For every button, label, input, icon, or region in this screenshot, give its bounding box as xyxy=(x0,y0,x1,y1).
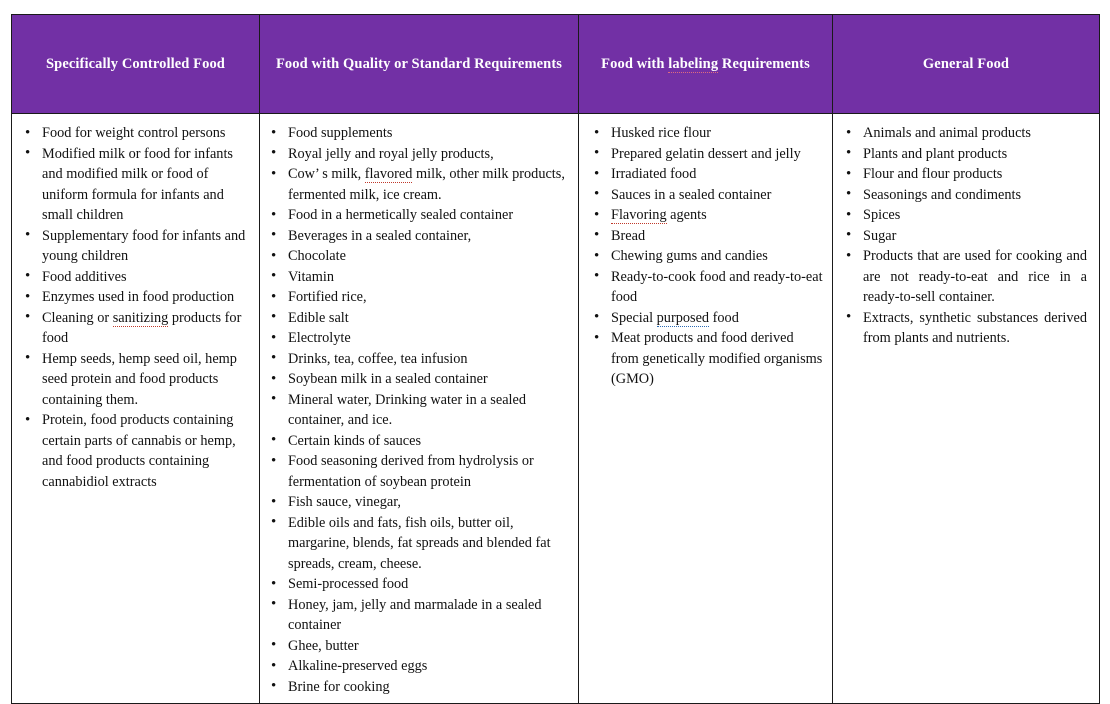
grammar-flagged-word-purposed: purposed xyxy=(656,309,710,326)
column-header-food-with-labeling-requirements xyxy=(579,15,833,114)
list-item: • Brine for cooking xyxy=(268,677,568,698)
misspelled-word-labeling: labeling xyxy=(668,55,719,72)
cell-food-with-quality-or-standard-requirements xyxy=(260,114,579,704)
list-item: • Mineral water, Drinking water in a sealed container, and ice. xyxy=(268,390,568,431)
food-categories-table xyxy=(11,14,1100,704)
list-item: • Food seasoning derived from hydrolysis or fermentation of soybean protein xyxy=(268,451,568,492)
list-item: • Semi-processed food xyxy=(268,574,568,595)
table-header-row-group xyxy=(12,15,1100,114)
header-text-prefix: Food with xyxy=(601,55,669,72)
list-item: • Certain kinds of sauces xyxy=(268,431,568,452)
list-item: • Husked rice flour xyxy=(591,123,824,144)
list-item: • Food for weight control persons xyxy=(22,123,253,144)
list-item: • Plants and plant products xyxy=(843,144,1087,165)
list-item: • Alkaline-preserved eggs xyxy=(268,656,568,677)
list-item: • Irradiated food xyxy=(591,164,824,185)
list-item: • Extracts, synthetic substances derived from plants and nutrients. xyxy=(843,308,1087,349)
list-item: • Meat products and food derived from genetically modified organisms (GMO) xyxy=(591,328,824,390)
list-item: • Cow’ s milk, flavored milk, other milk products, fermented milk, ice cream. xyxy=(268,164,568,205)
column-header-general-food: General Food xyxy=(833,15,1100,114)
header-text-suffix: Requirements xyxy=(718,55,810,72)
list-item: • Edible salt xyxy=(268,308,568,329)
list-item: • Prepared gelatin dessert and jelly xyxy=(591,144,824,165)
list-general-food xyxy=(833,114,1099,355)
cell-specifically-controlled-food xyxy=(12,114,260,704)
list-item: • Chocolate xyxy=(268,246,568,267)
list-item: • Special purposed food xyxy=(591,308,824,329)
list-item: • Food additives xyxy=(22,267,253,288)
list-item: • Royal jelly and royal jelly products, xyxy=(268,144,568,165)
table-header-row xyxy=(12,15,1100,114)
list-item: • Ghee, butter xyxy=(268,636,568,657)
list-item: • Bread xyxy=(591,226,824,247)
list-item: • Chewing gums and candies xyxy=(591,246,824,267)
list-item: • Sauces in a sealed container xyxy=(591,185,824,206)
list-item: • Cleaning or sanitizing products for food xyxy=(22,308,253,349)
list-item: • Electrolyte xyxy=(268,328,568,349)
list-item: • Ready-to-cook food and ready-to-eat food xyxy=(591,267,824,308)
list-item: • Food supplements xyxy=(268,123,568,144)
list-item: • Sugar xyxy=(843,226,1087,247)
list-item: • Flour and flour products xyxy=(843,164,1087,185)
list-item: • Supplementary food for infants and young children xyxy=(22,226,253,267)
misspelled-word-flavoring: Flavoring xyxy=(611,207,667,223)
list-item: • Seasonings and condiments xyxy=(843,185,1087,206)
column-header-food-with-quality-or-standard-requirements: Food with Quality or Standard Requirements xyxy=(260,15,579,114)
list-item: • Flavoring agents xyxy=(591,205,824,226)
cell-general-food xyxy=(833,114,1100,704)
list-item: • Beverages in a sealed container, xyxy=(268,226,568,247)
cell-food-with-labeling-requirements xyxy=(579,114,833,704)
list-specifically-controlled-food xyxy=(12,114,259,498)
list-item: • Soybean milk in a sealed container xyxy=(268,369,568,390)
misspelled-word-flavored: flavored xyxy=(364,166,413,182)
list-item: • Animals and animal products xyxy=(843,123,1087,144)
list-item: • Enzymes used in food production xyxy=(22,287,253,308)
list-food-with-quality-or-standard-requirements xyxy=(260,114,578,703)
list-item: • Edible oils and fats, fish oils, butter oil, margarine, blends, fat spreads and blended fat spreads, cream, cheese. xyxy=(268,513,568,575)
misspelled-word-sanitizing: sanitizing xyxy=(112,309,169,326)
table-body xyxy=(12,114,1100,704)
list-item: • Fish sauce, vinegar, xyxy=(268,492,568,513)
list-food-with-labeling-requirements xyxy=(579,114,832,396)
list-item: • Spices xyxy=(843,205,1087,226)
list-item: • Food in a hermetically sealed container xyxy=(268,205,568,226)
table-row xyxy=(12,114,1100,704)
list-item: • Fortified rice, xyxy=(268,287,568,308)
list-item: • Hemp seeds, hemp seed oil, hemp seed protein and food products containing them. xyxy=(22,349,253,411)
list-item: • Vitamin xyxy=(268,267,568,288)
list-item: • Modified milk or food for infants and modified milk or food of uniform formula for infants and small children xyxy=(22,144,253,226)
column-header-specifically-controlled-food: Specifically Controlled Food xyxy=(12,15,260,114)
list-item: • Honey, jam, jelly and marmalade in a sealed container xyxy=(268,595,568,636)
list-item: • Products that are used for cooking and are not ready-to-eat and rice in a ready-to-sell container. xyxy=(843,246,1087,308)
list-item: • Drinks, tea, coffee, tea infusion xyxy=(268,349,568,370)
list-item: • Protein, food products containing certain parts of cannabis or hemp, and food products containing cannabidiol extracts xyxy=(22,410,253,492)
